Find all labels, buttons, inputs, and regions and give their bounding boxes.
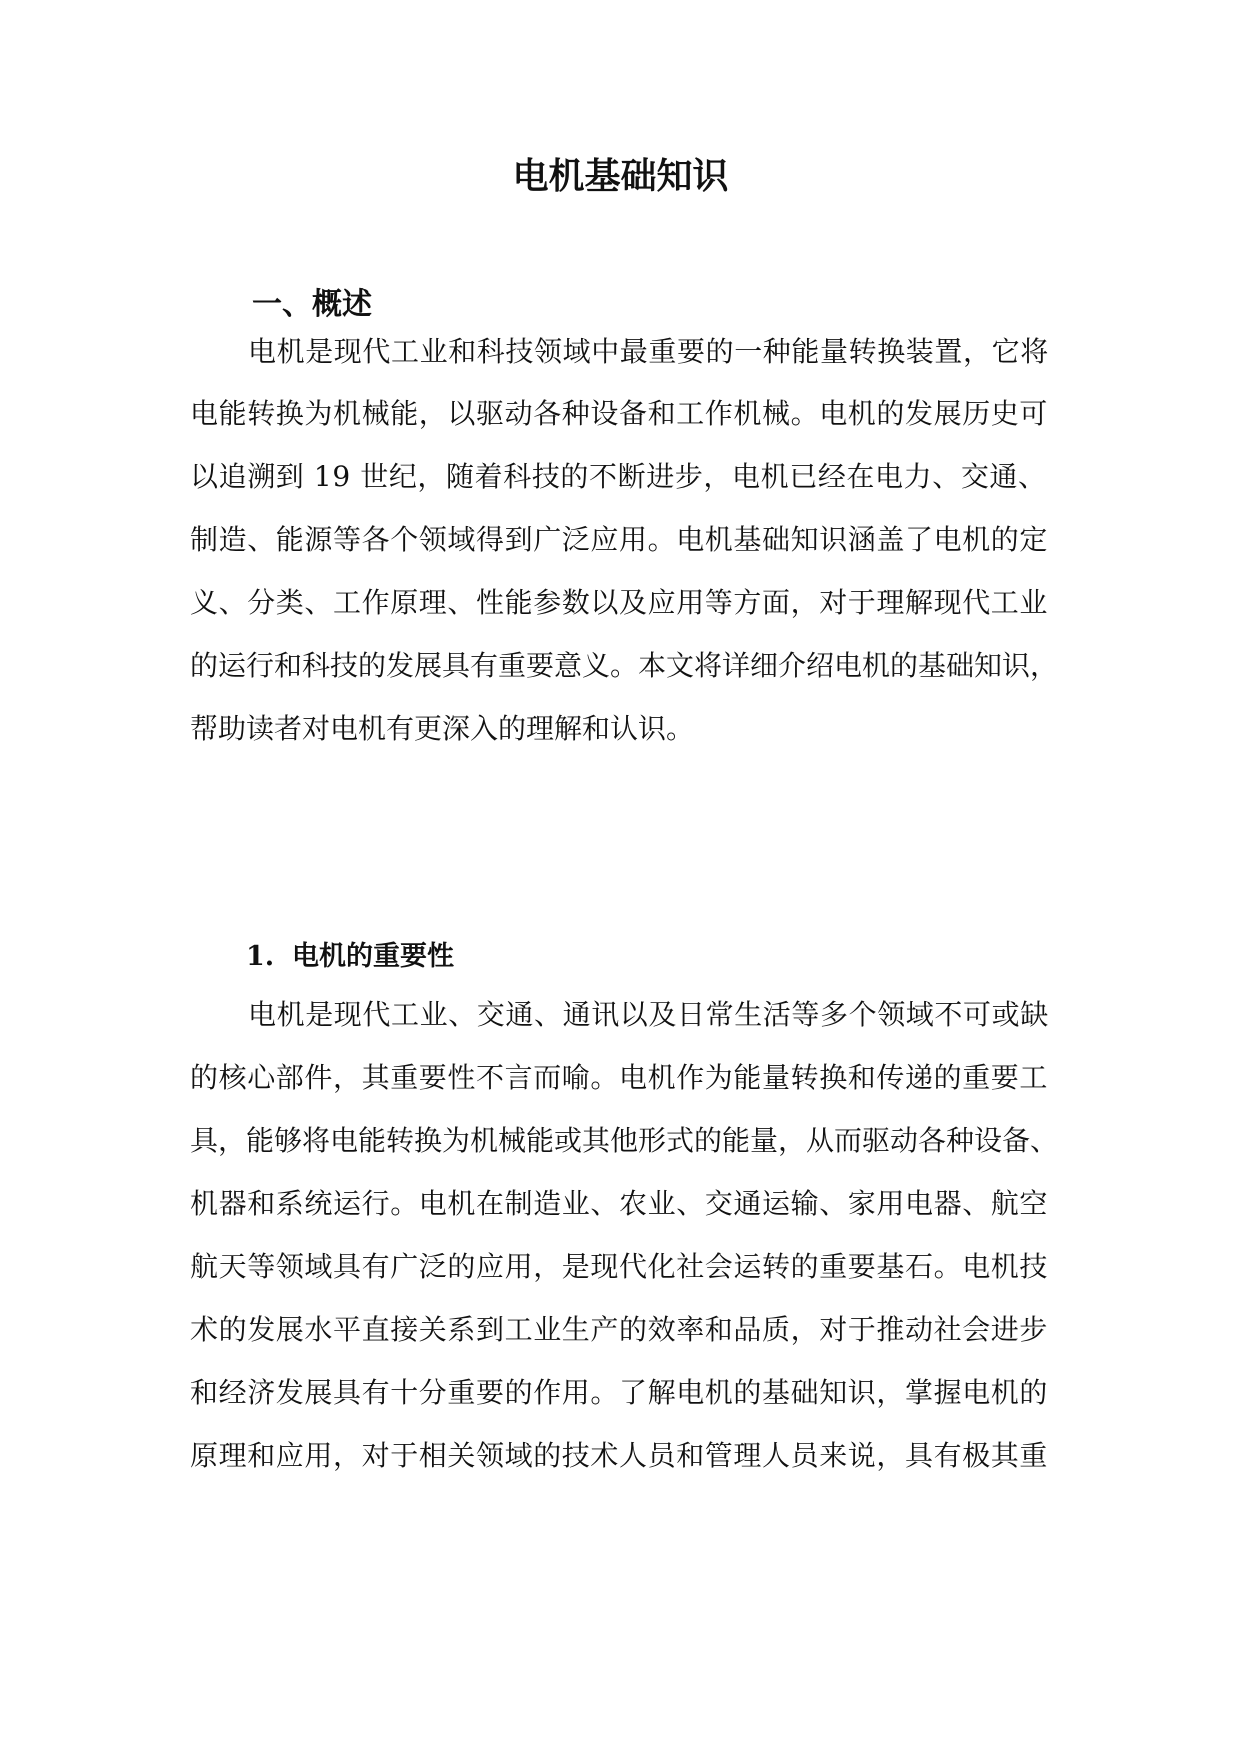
paragraph-line: 义、分类、工作原理、性能参数以及应用等方面，对于理解现代工业 xyxy=(190,586,1049,619)
section-heading-overview: 一、概述 xyxy=(252,287,372,322)
paragraph-line: 的核心部件，其重要性不言而喻。电机作为能量转换和传递的重要工 xyxy=(190,1061,1049,1094)
paragraph-line: 的运行和科技的发展具有重要意义。本文将详细介绍电机的基础知识， xyxy=(190,649,1059,682)
paragraph-line: 术的发展水平直接关系到工业生产的效率和品质，对于推动社会进步 xyxy=(190,1313,1049,1346)
paragraph-line: 具，能够将电能转换为机械能或其他形式的能量，从而驱动各种设备、 xyxy=(190,1124,1059,1157)
paragraph-line: 制造、能源等各个领域得到广泛应用。电机基础知识涵盖了电机的定 xyxy=(190,523,1049,556)
paragraph-line: 电机是现代工业和科技领域中最重要的一种能量转换装置，它将 xyxy=(248,335,1049,368)
subsection-number: 1. xyxy=(246,941,275,972)
paragraph-line: 机器和系统运行。电机在制造业、农业、交通运输、家用电器、航空 xyxy=(190,1187,1049,1220)
paragraph-line: 电机是现代工业、交通、通讯以及日常生活等多个领域不可或缺 xyxy=(248,998,1049,1031)
paragraph-line: 和经济发展具有十分重要的作用。了解电机的基础知识，掌握电机的 xyxy=(190,1376,1049,1409)
paragraph-line: 以追溯到 19 世纪，随着科技的不断进步，电机已经在电力、交通、 xyxy=(190,460,1047,493)
paragraph-line: 电能转换为机械能，以驱动各种设备和工作机械。电机的发展历史可 xyxy=(190,397,1049,430)
paragraph-line: 航天等领域具有广泛的应用，是现代化社会运转的重要基石。电机技 xyxy=(190,1250,1049,1283)
subsection-heading-importance xyxy=(246,938,454,976)
subsection-title: 电机的重要性 xyxy=(292,941,454,972)
document-title: 电机基础知识 xyxy=(512,155,729,197)
paragraph-line: 帮助读者对电机有更深入的理解和认识。 xyxy=(190,712,695,745)
paragraph-line: 原理和应用，对于相关领域的技术人员和管理人员来说，具有极其重 xyxy=(190,1439,1049,1472)
